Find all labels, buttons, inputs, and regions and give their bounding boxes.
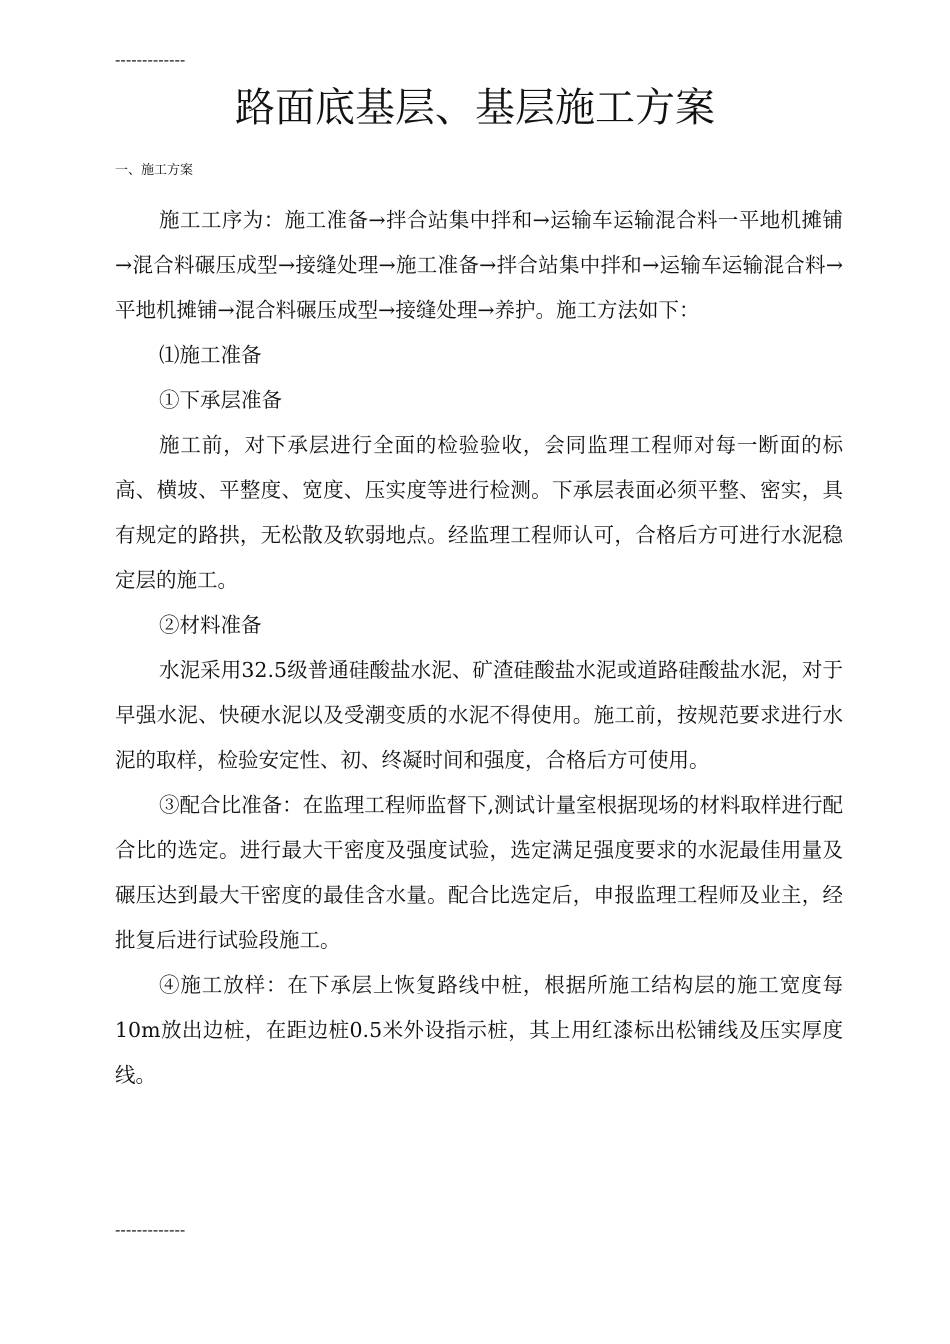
footer-rule: ------------- bbox=[115, 1220, 186, 1239]
subheading-preparation: ⑴施工准备 bbox=[159, 343, 262, 367]
header-rule: ------------- bbox=[115, 50, 186, 69]
paragraph-base-layer: 施工前，对下承层进行全面的检验验收，会同监理工程师对每一断面的标高、横坡、平整度、宽度、压实度等进行检测。下承层表面必须平整、密实，具有规定的路拱，无松散及软弱地点。经监理工程师认可，合格后方可进行水泥稳定层的施工。 bbox=[115, 433, 843, 592]
paragraph-layout: ④施工放样：在下承层上恢复路线中桩，根据所施工结构层的施工宽度每10m放出边桩，在距边桩0.5米外设指示桩，其上用红漆标出松铺线及压实厚度线。 bbox=[115, 973, 843, 1087]
paragraph-mix-design: ③配合比准备：在监理工程师监督下,测试计量室根据现场的材料取样进行配合比的选定。进行最大干密度及强度试验，选定满足强度要求的水泥最佳用量及碾压达到最大干密度的最佳含水量。配合比选定后，申报监理工程师及业主，经批复后进行试验段施工。 bbox=[115, 793, 843, 952]
paragraph-materials: 水泥采用32.5级普通硅酸盐水泥、矿渣硅酸盐水泥或道路硅酸盐水泥，对于早强水泥、快硬水泥以及受潮变质的水泥不得使用。施工前，按规范要求进行水泥的取样，检验安定性、初、终凝时间和强度，合格后方可使用。 bbox=[115, 658, 843, 772]
document-body bbox=[115, 198, 843, 1098]
section-heading: 一、施工方案 bbox=[115, 163, 194, 178]
paragraph-procedure: 施工工序为：施工准备→拌合站集中拌和→运输车运输混合料一平地机摊铺→混合料碾压成型→接缝处理→施工准备→拌合站集中拌和→运输车运输混合料→平地机摊铺→混合料碾压成型→接缝处理→养护。施工方法如下： bbox=[115, 208, 843, 322]
subheading-base-layer: ①下承层准备 bbox=[159, 388, 282, 412]
document-title: 路面底基层、基层施工方案 bbox=[235, 85, 715, 131]
subheading-materials: ②材料准备 bbox=[159, 613, 262, 637]
